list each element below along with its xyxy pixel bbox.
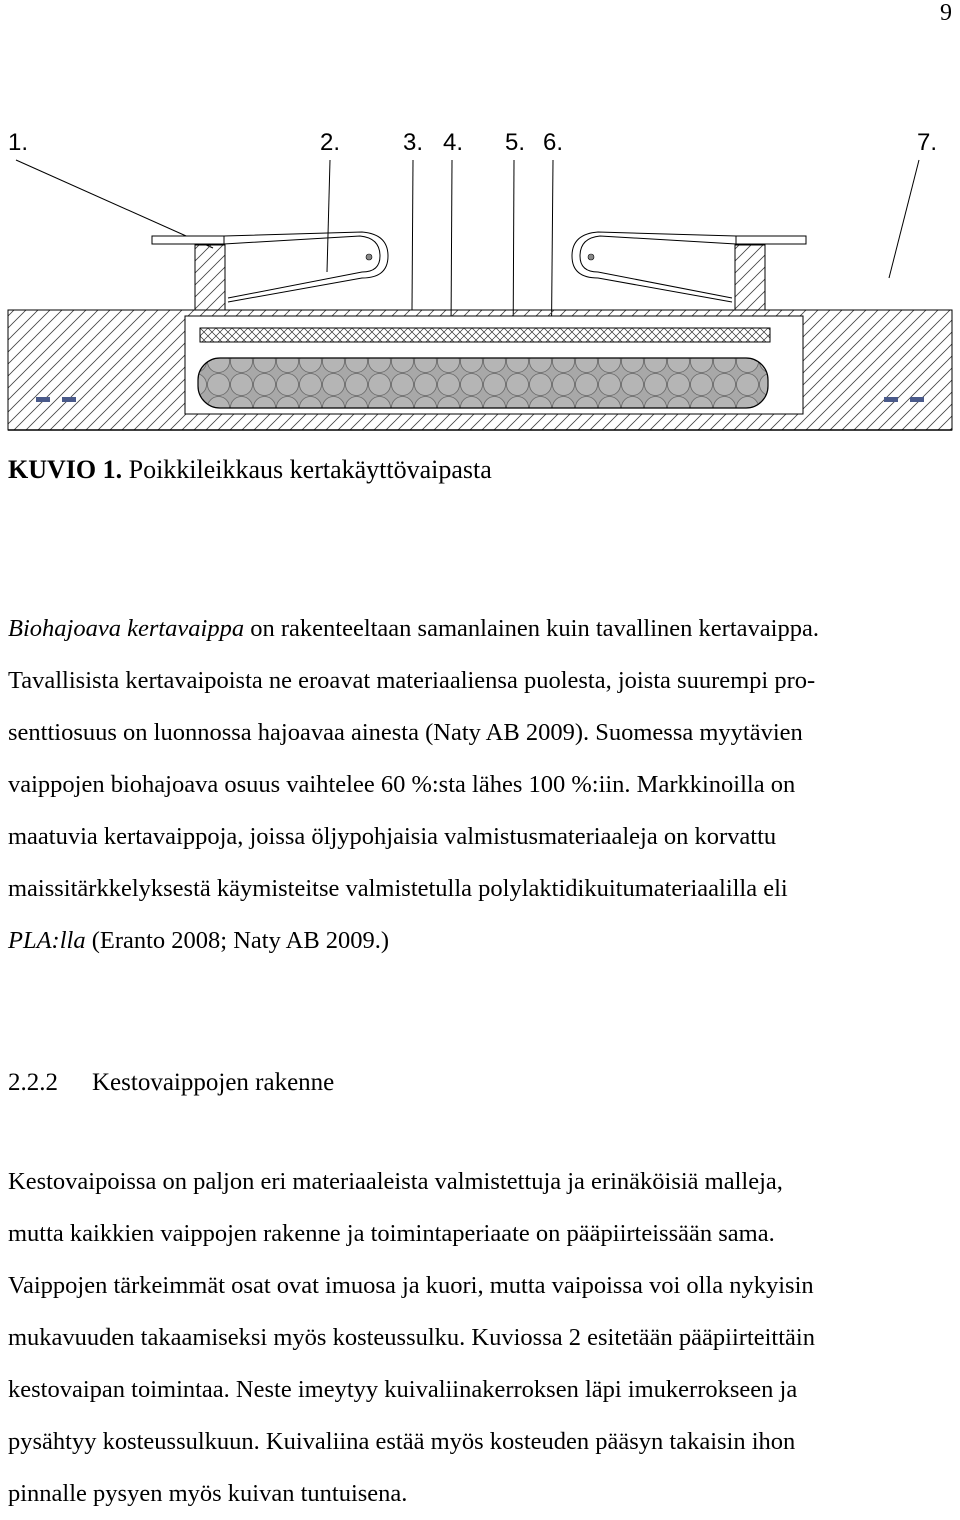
italic-term: Biohajoava kertavaippa <box>8 615 245 642</box>
figure-label-5: 5. <box>505 129 526 156</box>
figure-caption <box>8 455 492 485</box>
section-number: 2.2.2 <box>8 1069 58 1096</box>
figure-label-1: 1. <box>8 129 29 156</box>
paragraph-cloth-diapers <box>8 1156 953 1520</box>
diaper-cross-section-figure <box>0 120 960 440</box>
caption-label: KUVIO 1. <box>8 455 123 484</box>
paragraph-line: Vaippojen tärkeimmät osat ovat imuosa ja kuori, mutta vaipoissa voi olla nykyisin <box>8 1272 814 1299</box>
absorbent-core <box>198 358 768 408</box>
paragraph-line: senttiosuus on luonnossa hajoavaa ainesta (Naty AB 2009). Suomessa myytävien <box>8 719 803 746</box>
paragraph-line <box>8 603 953 655</box>
paragraph-line: Kestovaipoissa on paljon eri materiaaleista valmistettuja ja erinäköisiä malleja, <box>8 1168 783 1195</box>
paragraph-text: on rakenteeltaan samanlainen kuin tavallinen kertavaippa. <box>244 615 819 642</box>
page-number: 9 <box>940 0 952 26</box>
section-heading <box>8 1069 334 1097</box>
figure-label-2: 2. <box>320 129 341 156</box>
right-cuff <box>572 232 806 310</box>
section-title: Kestovaippojen rakenne <box>92 1069 335 1096</box>
caption-text: Poikkileikkaus kertakäyttövaipasta <box>122 455 492 484</box>
paragraph-line: mukavuuden takaamiseksi myös kosteussulku. Kuviossa 2 esitetään pääpiirteittäin <box>8 1324 815 1351</box>
paragraph-line: maissitärkkelyksestä käymisteitse valmistetulla polylaktidikuitumateriaalilla eli <box>8 875 788 902</box>
paragraph-line: vaippojen biohajoava osuus vaihtelee 60 %:sta lähes 100 %:iin. Markkinoilla on <box>8 771 796 798</box>
paragraph-line: Tavallisista kertavaipoista ne eroavat materiaaliensa puolesta, joista suurempi pro- <box>8 667 816 694</box>
cross-section-diagram <box>0 120 960 440</box>
figure-label-3: 3. <box>403 129 424 156</box>
figure-label-7: 7. <box>917 129 938 156</box>
paragraph-line: pinnalle pysyen myös kuivan tuntuisena. <box>8 1480 408 1507</box>
left-cuff <box>152 232 388 310</box>
paragraph-line: mutta kaikkien vaippojen rakenne ja toimintaperiaate on pääpiirteissään sama. <box>8 1220 775 1247</box>
paragraph-line <box>8 915 953 967</box>
italic-term: PLA:lla <box>8 927 86 954</box>
paragraph-biodegradable <box>8 603 953 967</box>
figure-label-4: 4. <box>443 129 464 156</box>
paragraph-line: maatuvia kertavaippoja, joissa öljypohjaisia valmistusmateriaaleja on korvattu <box>8 823 777 850</box>
topsheet-layer <box>200 328 770 342</box>
paragraph-line: pysähtyy kosteussulkuun. Kuivaliina estää myös kosteuden pääsyn takaisin ihon <box>8 1428 796 1455</box>
paragraph-line: kestovaipan toimintaa. Neste imeytyy kuivaliinakerroksen läpi imukerrokseen ja <box>8 1376 798 1403</box>
paragraph-text: (Eranto 2008; Naty AB 2009.) <box>85 927 390 954</box>
figure-label-6: 6. <box>543 129 564 156</box>
